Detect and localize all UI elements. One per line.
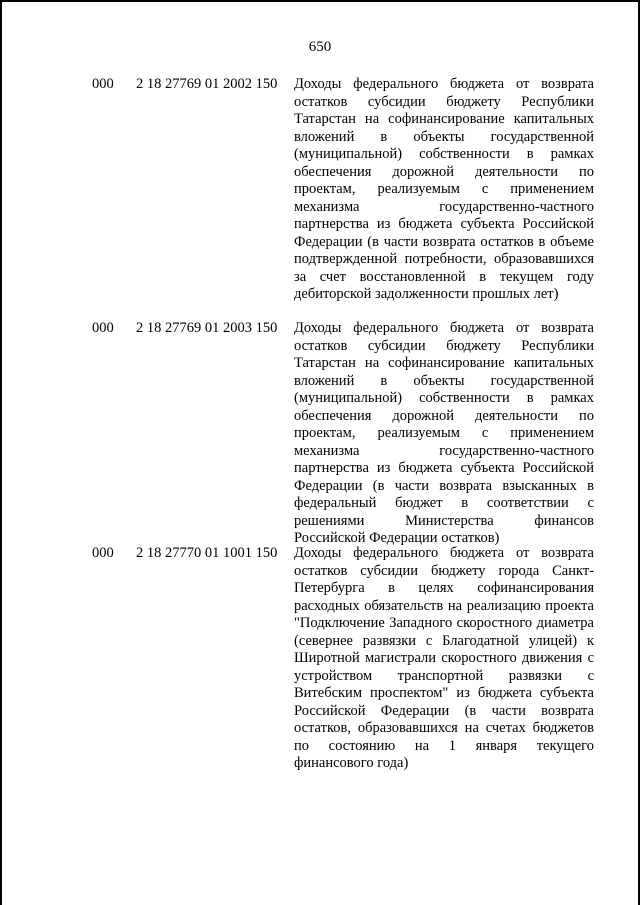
admin-code: 000 [92, 76, 114, 92]
budget-classification-code: 2 18 27770 01 1001 150 [136, 545, 278, 561]
budget-classification-code: 2 18 27769 01 2003 150 [136, 320, 278, 336]
admin-code: 000 [92, 545, 114, 561]
page-border-left [0, 0, 2, 905]
income-description: Доходы федерального бюджета от возврата остатков субсидии бюджету Республики Татарстан на софинансирование капитальных вложений в объекты государственной (муниципальной) собственности в рамках обеспечения дорожной деятельности по проектам, реализуемым с применением механизма государственно-частного партнерства из бюджета субъекта Российской Федерации (в части возврата остатков в объеме подтвержденной потребности, образовавшихся за счет восстановленной в текущем году дебиторской задолженности прошлых лет) [294, 76, 594, 302]
page-number: 650 [308, 39, 332, 55]
page-border-top [0, 0, 640, 2]
budget-classification-code: 2 18 27769 01 2002 150 [136, 76, 278, 92]
income-description: Доходы федерального бюджета от возврата остатков субсидии бюджету города Санкт-Петербурга в целях софинансирования расходных обязательств на реализацию проекта "Подключение Западного скоростного диаметра (севернее развязки с Благодатной улицей) к Широтной магистрали скоростного движения с устройством транспортной развязки с Витебским проспектом" из бюджета субъекта Российской Федерации (в части возврата остатков, образовавшихся на счетах бюджетов по состоянию на 1 января текущего финансового года) [294, 545, 594, 771]
admin-code: 000 [92, 320, 114, 336]
income-description: Доходы федерального бюджета от возврата остатков субсидии бюджету Республики Татарстан на софинансирование капитальных вложений в объекты государственной (муниципальной) собственности в рамках обеспечения дорожной деятельности по проектам, реализуемым с применением механизма государственно-частного партнерства из бюджета субъекта Российской Федерации (в части возврата взысканных в федеральный бюджет в соответствии с решениями Министерства финансов Российской Федерации остатков) [294, 320, 594, 546]
